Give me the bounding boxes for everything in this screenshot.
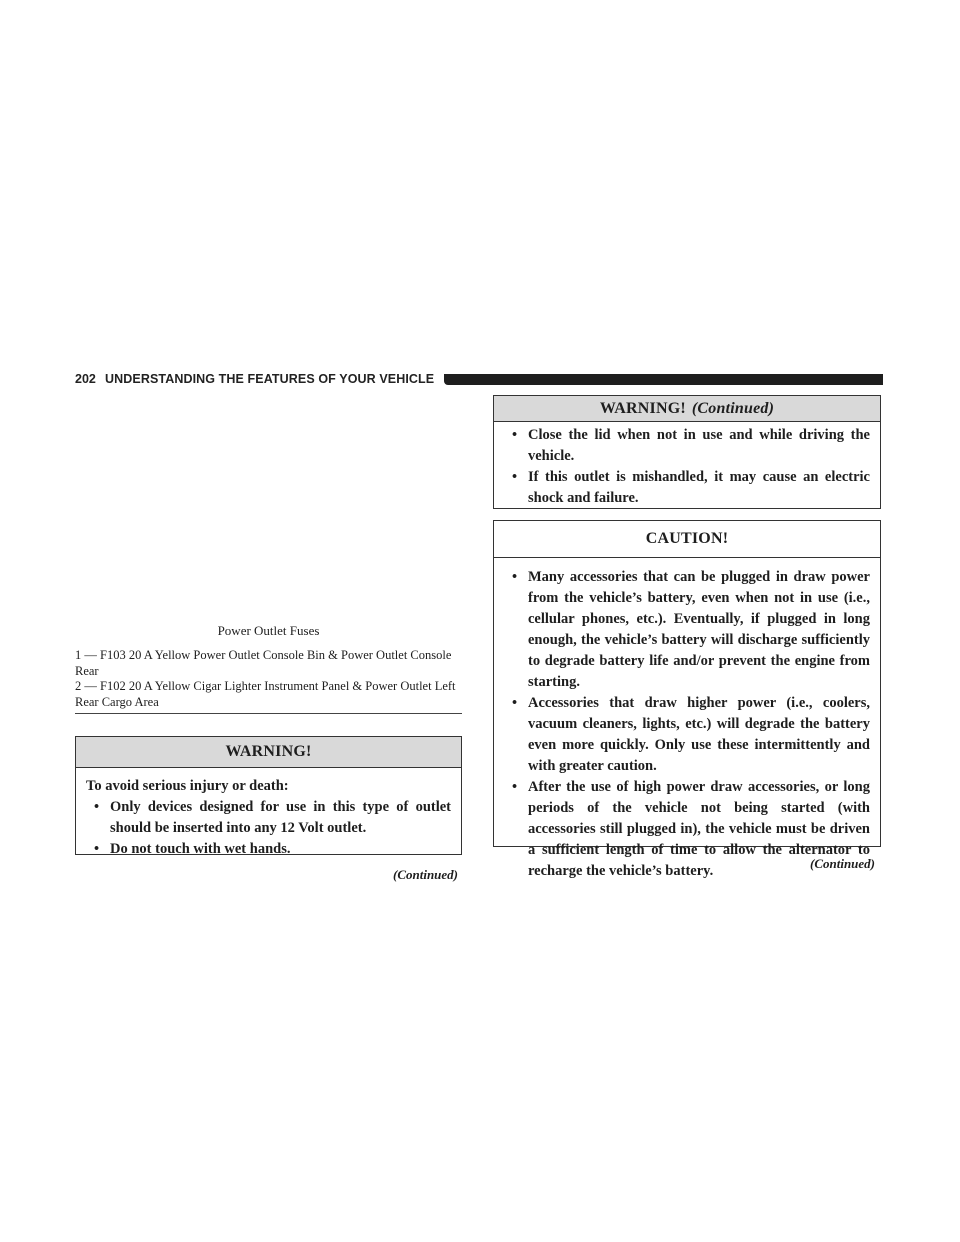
warning-box — [75, 736, 462, 855]
bullet-text: Accessories that draw higher power (i.e., coolers, vacuum cleaners, lights, etc.) will degrade the battery even more quickly. Only use these intermittently and with greater caution. — [528, 695, 870, 774]
bullet-text: Many accessories that can be plugged in draw power from the vehicle’s battery, even when not in use (i.e., cellular phones, etc.). Eventually, if plugged in long enough, the vehicle’s battery will discharge sufficiently to degrade battery life and/or prevent the engine from starting. — [528, 569, 870, 690]
warning-continued-box — [493, 395, 881, 509]
warning-title: WARNING! — [76, 737, 461, 768]
warning-intro: To avoid serious injury or death: — [86, 778, 289, 794]
bullet-icon: • — [512, 779, 518, 795]
warning-bullet — [504, 425, 870, 467]
warning-continued-body — [494, 422, 880, 509]
figure-legend — [75, 648, 462, 710]
bullet-icon: • — [512, 427, 518, 443]
bullet-icon: • — [512, 569, 518, 585]
bullet-icon: • — [94, 841, 100, 857]
bullet-icon: • — [512, 469, 518, 485]
warning-bullet — [504, 467, 870, 509]
section-title: UNDERSTANDING THE FEATURES OF YOUR VEHICLE — [105, 372, 435, 386]
caution-title: CAUTION! — [494, 521, 880, 558]
caution-bullet — [504, 693, 870, 777]
page-number: 202 — [75, 372, 96, 386]
caution-body — [494, 558, 880, 882]
warning-title-suffix: (Continued) — [691, 400, 775, 417]
warning-body — [76, 768, 461, 860]
warning-bullet — [86, 797, 451, 839]
header-rule-bar — [444, 374, 883, 385]
continued-note: (Continued) — [392, 867, 458, 882]
warning-title-text: WARNING! — [599, 400, 686, 417]
continued-note: (Continued) — [809, 856, 875, 871]
warning-continued-title — [494, 396, 880, 422]
caution-bullet — [504, 567, 870, 693]
bullet-text: Only devices designed for use in this type of outlet should be inserted into any 12 Volt outlet. — [110, 799, 451, 836]
bullet-text: If this outlet is mishandled, it may cause an electric shock and failure. — [528, 469, 870, 506]
figure-divider — [75, 713, 462, 714]
bullet-icon: • — [94, 799, 100, 815]
bullet-icon: • — [512, 695, 518, 711]
bullet-text: Close the lid when not in use and while driving the vehicle. — [528, 427, 870, 464]
legend-item: 1 — F103 20 A Yellow Power Outlet Console Bin & Power Outlet Console Rear — [75, 648, 452, 678]
bullet-text: Do not touch with wet hands. — [110, 841, 291, 857]
bullet-text: After the use of high power draw accessories, or long periods of the vehicle not being started (with accessories still plugged in), the vehicle must be driven a sufficient length of time to allow the alternator to recharge the vehicle’s battery. — [528, 779, 870, 879]
page-header — [75, 372, 883, 386]
warning-bullet — [86, 839, 451, 860]
figure-caption: Power Outlet Fuses — [217, 623, 320, 638]
legend-item: 2 — F102 20 A Yellow Cigar Lighter Instrument Panel & Power Outlet Left Rear Cargo Area — [75, 679, 456, 709]
